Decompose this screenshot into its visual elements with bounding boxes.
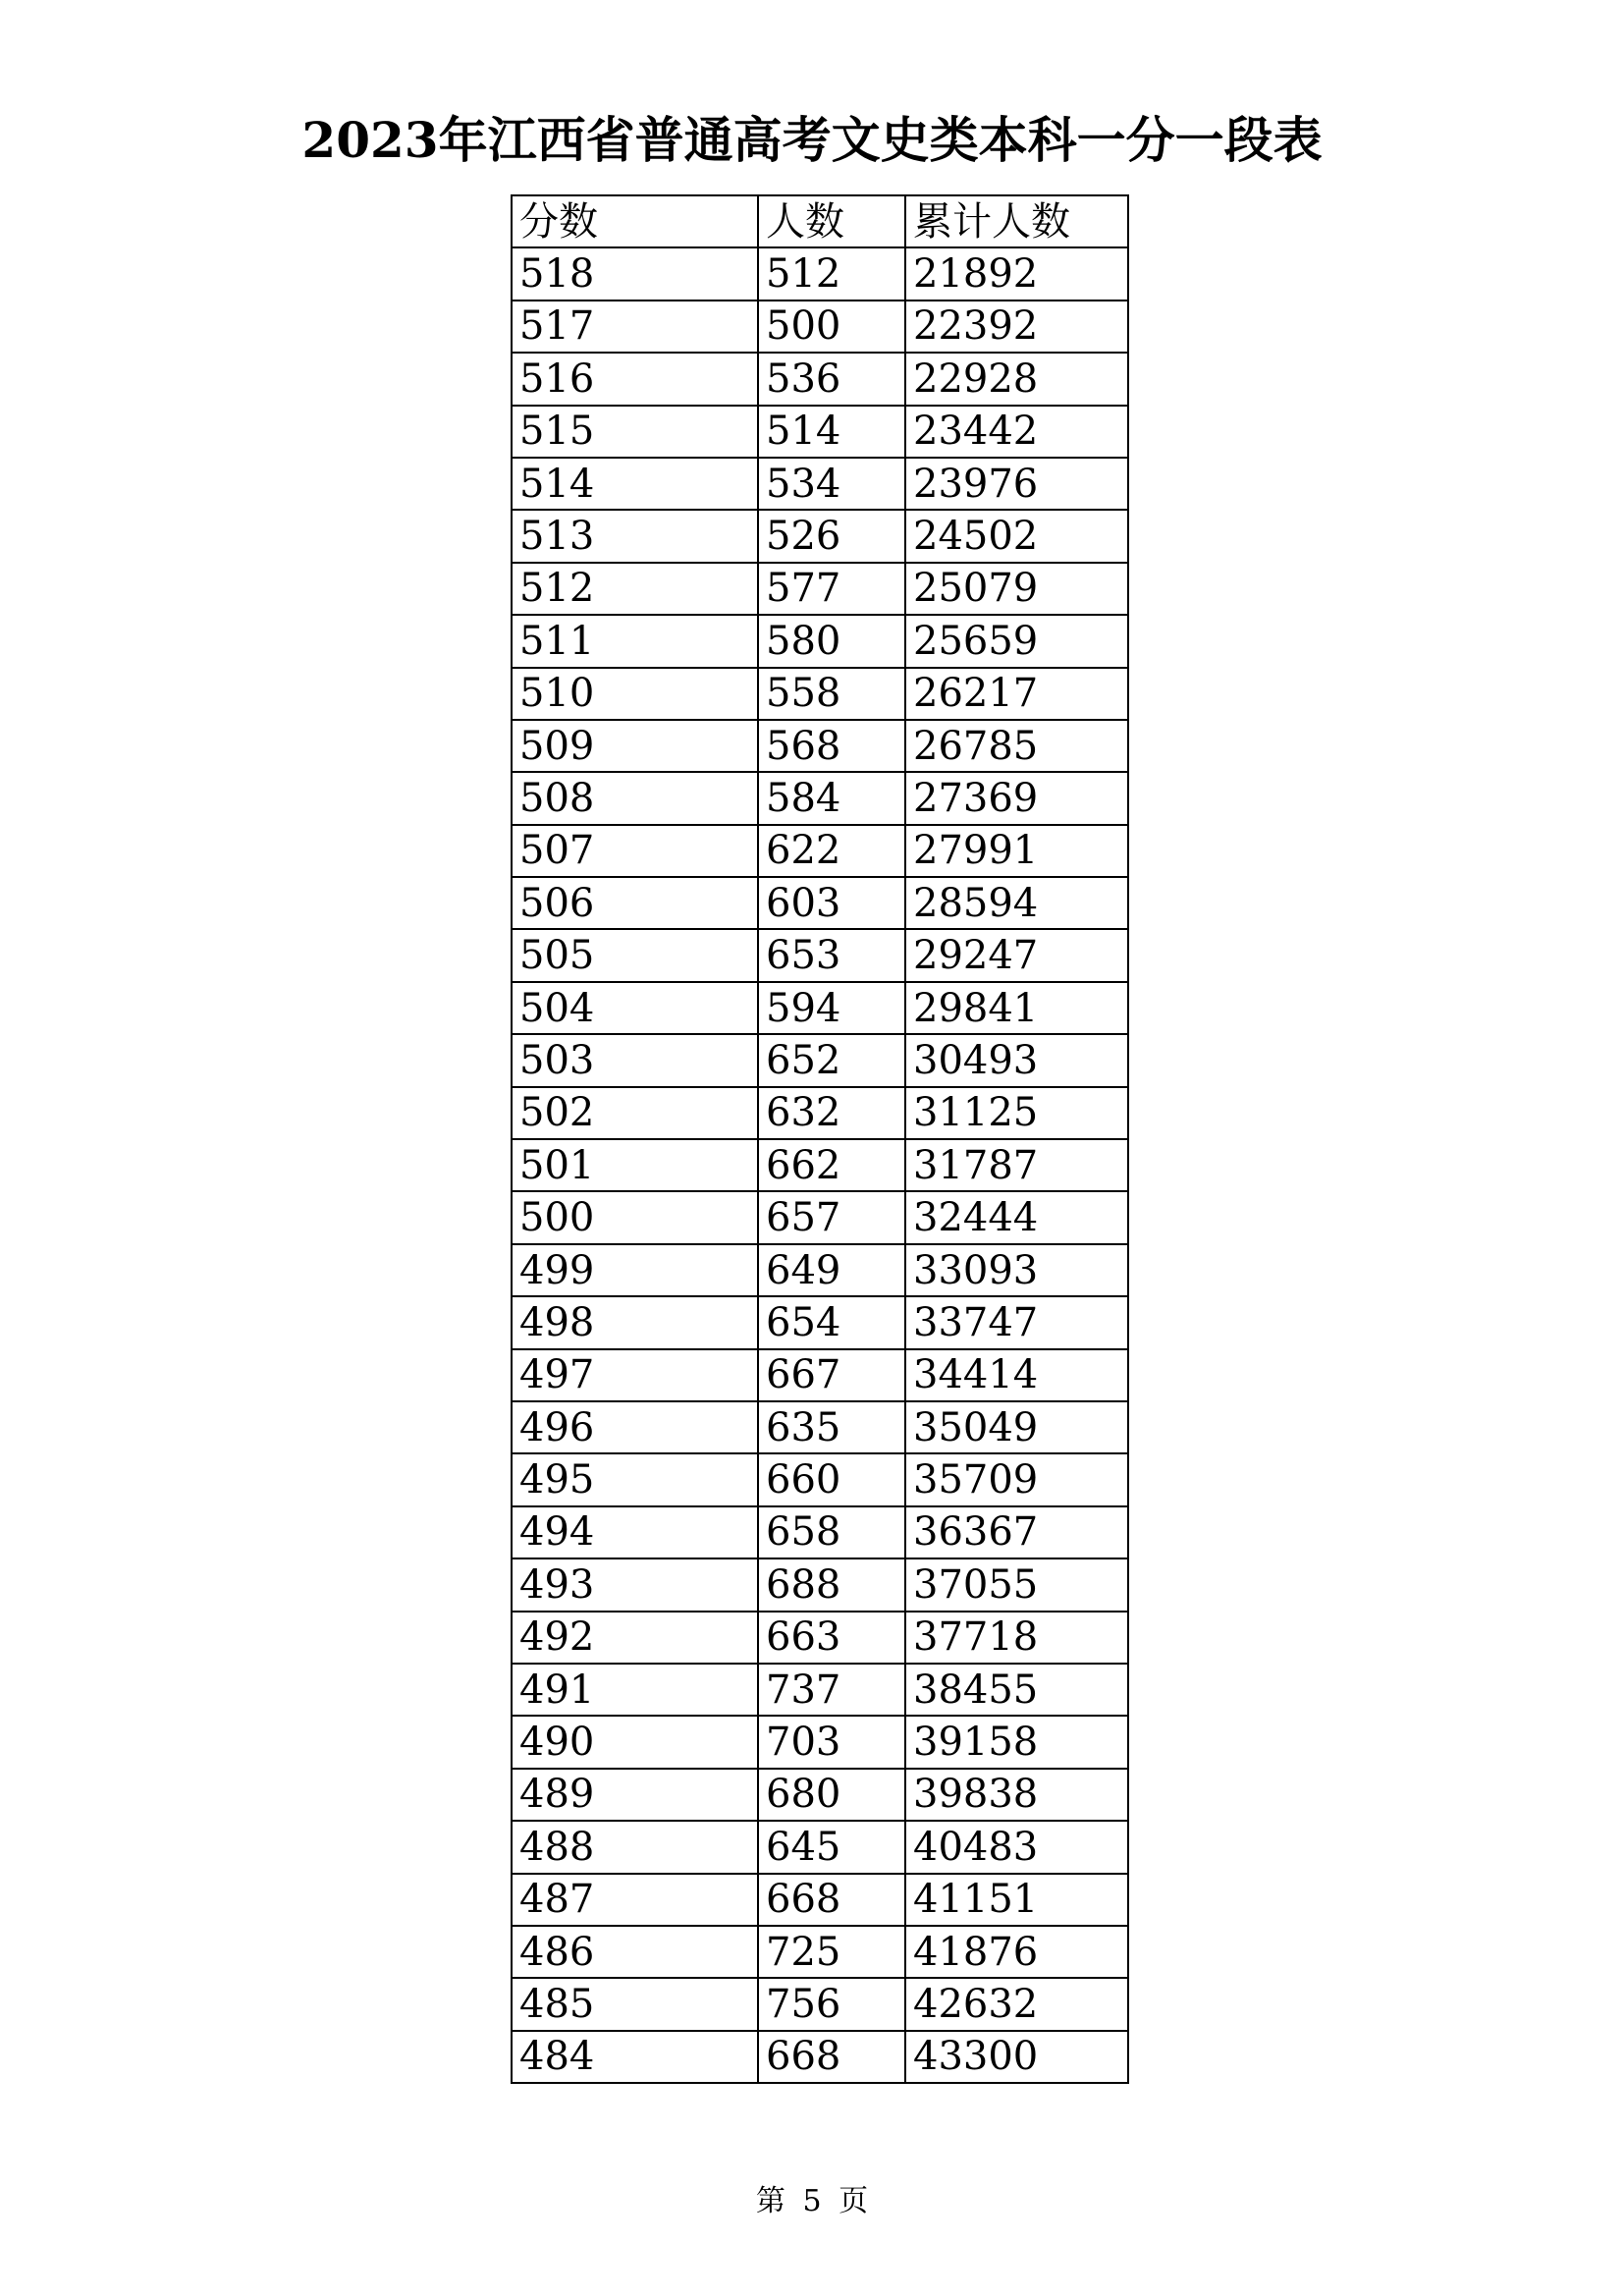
cell-count: 580 xyxy=(758,615,905,667)
cell-cumulative: 28594 xyxy=(905,877,1128,929)
cell-cumulative: 33747 xyxy=(905,1296,1128,1348)
cell-score: 517 xyxy=(512,301,758,353)
cell-cumulative: 33093 xyxy=(905,1244,1128,1296)
table-row xyxy=(512,825,1128,877)
cell-cumulative: 39838 xyxy=(905,1769,1128,1821)
cell-count: 603 xyxy=(758,877,905,929)
cell-cumulative: 42632 xyxy=(905,1978,1128,2030)
table-row xyxy=(512,353,1128,405)
cell-score: 491 xyxy=(512,1664,758,1716)
cell-count: 645 xyxy=(758,1821,905,1873)
cell-cumulative: 29841 xyxy=(905,982,1128,1034)
cell-score: 511 xyxy=(512,615,758,667)
cell-count: 514 xyxy=(758,406,905,458)
cell-cumulative: 30493 xyxy=(905,1034,1128,1086)
cell-cumulative: 31787 xyxy=(905,1139,1128,1191)
table-row xyxy=(512,247,1128,300)
cell-cumulative: 23976 xyxy=(905,458,1128,510)
cell-score: 488 xyxy=(512,1821,758,1873)
cell-count: 594 xyxy=(758,982,905,1034)
cell-score: 504 xyxy=(512,982,758,1034)
cell-count: 653 xyxy=(758,929,905,981)
table-row xyxy=(512,1244,1128,1296)
cell-score: 497 xyxy=(512,1349,758,1401)
cell-count: 558 xyxy=(758,668,905,720)
table-row xyxy=(512,615,1128,667)
table-row xyxy=(512,301,1128,353)
table-body xyxy=(512,247,1128,2083)
cell-cumulative: 36367 xyxy=(905,1506,1128,1558)
table-row xyxy=(512,1612,1128,1664)
cell-cumulative: 41151 xyxy=(905,1874,1128,1926)
cell-score: 509 xyxy=(512,720,758,772)
cell-score: 496 xyxy=(512,1401,758,1453)
table-row xyxy=(512,1716,1128,1768)
cell-score: 508 xyxy=(512,772,758,824)
table-row xyxy=(512,720,1128,772)
cell-score: 516 xyxy=(512,353,758,405)
table-row xyxy=(512,2031,1128,2083)
cell-score: 485 xyxy=(512,1978,758,2030)
cell-score: 495 xyxy=(512,1453,758,1505)
cell-score: 505 xyxy=(512,929,758,981)
cell-count: 526 xyxy=(758,510,905,562)
table-row xyxy=(512,1821,1128,1873)
cell-score: 518 xyxy=(512,247,758,300)
page-number: 第 5 页 xyxy=(755,2184,869,2218)
cell-score: 503 xyxy=(512,1034,758,1086)
table-row xyxy=(512,1664,1128,1716)
cell-cumulative: 41876 xyxy=(905,1926,1128,1978)
cell-score: 507 xyxy=(512,825,758,877)
cell-count: 680 xyxy=(758,1769,905,1821)
cell-score: 501 xyxy=(512,1139,758,1191)
cell-count: 663 xyxy=(758,1612,905,1664)
column-header-count: 人数 xyxy=(758,195,905,247)
cell-score: 494 xyxy=(512,1506,758,1558)
cell-cumulative: 23442 xyxy=(905,406,1128,458)
table-row xyxy=(512,1926,1128,1978)
cell-score: 514 xyxy=(512,458,758,510)
cell-score: 489 xyxy=(512,1769,758,1821)
table-row xyxy=(512,668,1128,720)
cell-cumulative: 31125 xyxy=(905,1087,1128,1139)
cell-cumulative: 32444 xyxy=(905,1191,1128,1243)
table-row xyxy=(512,406,1128,458)
page-title: 2023年江西省普通高考文史类本科一分一段表 xyxy=(301,111,1323,169)
cell-cumulative: 43300 xyxy=(905,2031,1128,2083)
cell-score: 484 xyxy=(512,2031,758,2083)
cell-cumulative: 25659 xyxy=(905,615,1128,667)
cell-count: 688 xyxy=(758,1558,905,1611)
table-row xyxy=(512,1506,1128,1558)
cell-cumulative: 21892 xyxy=(905,247,1128,300)
cell-cumulative: 29247 xyxy=(905,929,1128,981)
cell-cumulative: 22928 xyxy=(905,353,1128,405)
table-row xyxy=(512,1191,1128,1243)
score-distribution-table xyxy=(511,194,1129,2084)
cell-count: 668 xyxy=(758,2031,905,2083)
cell-count: 534 xyxy=(758,458,905,510)
cell-cumulative: 35049 xyxy=(905,1401,1128,1453)
cell-count: 703 xyxy=(758,1716,905,1768)
table-row xyxy=(512,982,1128,1034)
cell-cumulative: 26217 xyxy=(905,668,1128,720)
cell-score: 492 xyxy=(512,1612,758,1664)
table-row xyxy=(512,458,1128,510)
cell-count: 584 xyxy=(758,772,905,824)
cell-score: 513 xyxy=(512,510,758,562)
table-row xyxy=(512,877,1128,929)
table-row xyxy=(512,1349,1128,1401)
header-row xyxy=(512,195,1128,247)
cell-score: 506 xyxy=(512,877,758,929)
cell-score: 493 xyxy=(512,1558,758,1611)
cell-score: 490 xyxy=(512,1716,758,1768)
cell-count: 756 xyxy=(758,1978,905,2030)
cell-cumulative: 27369 xyxy=(905,772,1128,824)
cell-count: 668 xyxy=(758,1874,905,1926)
cell-count: 568 xyxy=(758,720,905,772)
cell-score: 515 xyxy=(512,406,758,458)
cell-count: 622 xyxy=(758,825,905,877)
cell-cumulative: 38455 xyxy=(905,1664,1128,1716)
cell-count: 500 xyxy=(758,301,905,353)
cell-count: 635 xyxy=(758,1401,905,1453)
cell-count: 667 xyxy=(758,1349,905,1401)
cell-cumulative: 39158 xyxy=(905,1716,1128,1768)
cell-count: 512 xyxy=(758,247,905,300)
table-row xyxy=(512,1769,1128,1821)
cell-score: 510 xyxy=(512,668,758,720)
cell-count: 662 xyxy=(758,1139,905,1191)
cell-cumulative: 25079 xyxy=(905,563,1128,615)
cell-score: 512 xyxy=(512,563,758,615)
cell-score: 499 xyxy=(512,1244,758,1296)
table-row xyxy=(512,1874,1128,1926)
table-row xyxy=(512,1087,1128,1139)
cell-cumulative: 35709 xyxy=(905,1453,1128,1505)
cell-cumulative: 24502 xyxy=(905,510,1128,562)
cell-count: 577 xyxy=(758,563,905,615)
cell-count: 652 xyxy=(758,1034,905,1086)
table-row xyxy=(512,1034,1128,1086)
cell-count: 654 xyxy=(758,1296,905,1348)
table-row xyxy=(512,1558,1128,1611)
table-row xyxy=(512,1139,1128,1191)
cell-cumulative: 40483 xyxy=(905,1821,1128,1873)
table-row xyxy=(512,1978,1128,2030)
cell-cumulative: 22392 xyxy=(905,301,1128,353)
table-row xyxy=(512,563,1128,615)
cell-count: 632 xyxy=(758,1087,905,1139)
cell-score: 498 xyxy=(512,1296,758,1348)
cell-count: 660 xyxy=(758,1453,905,1505)
cell-count: 737 xyxy=(758,1664,905,1716)
table-row xyxy=(512,1453,1128,1505)
cell-cumulative: 37055 xyxy=(905,1558,1128,1611)
cell-cumulative: 37718 xyxy=(905,1612,1128,1664)
cell-count: 658 xyxy=(758,1506,905,1558)
table-row xyxy=(512,929,1128,981)
column-header-score: 分数 xyxy=(512,195,758,247)
table-row xyxy=(512,1296,1128,1348)
cell-count: 725 xyxy=(758,1926,905,1978)
table-row xyxy=(512,772,1128,824)
table-row xyxy=(512,510,1128,562)
cell-score: 487 xyxy=(512,1874,758,1926)
column-header-cumulative: 累计人数 xyxy=(905,195,1128,247)
cell-count: 536 xyxy=(758,353,905,405)
cell-score: 486 xyxy=(512,1926,758,1978)
cell-cumulative: 34414 xyxy=(905,1349,1128,1401)
cell-count: 657 xyxy=(758,1191,905,1243)
table-row xyxy=(512,1401,1128,1453)
cell-score: 502 xyxy=(512,1087,758,1139)
table-header xyxy=(512,195,1128,247)
cell-count: 649 xyxy=(758,1244,905,1296)
cell-cumulative: 27991 xyxy=(905,825,1128,877)
cell-score: 500 xyxy=(512,1191,758,1243)
cell-cumulative: 26785 xyxy=(905,720,1128,772)
